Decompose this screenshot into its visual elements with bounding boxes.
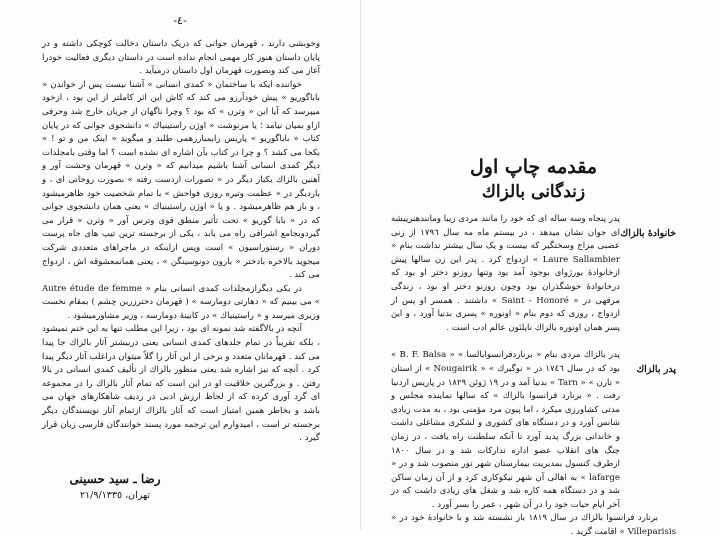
signature-place-date: تهران، ٢١/٩/١٣٣٥ xyxy=(79,490,151,501)
right-page xyxy=(360,0,720,538)
paragraph: خواننده ایکه با ساختمان « کمدی انسانی » آشنا نیست پس از خواندن « باباگوریو » پیش خودآرزو می کند که کاش این اثر کاملتر از این بود ، ازخود میپرسد که آیا این « وترن » که بود ؟ وچرا ناگهان از جریان خارج شد وحرفی ازاو بمیان نیامد ؛ یا مرنوشت « اوژن راستینیاك » دانشجوی جوانی که در پایان کتاب « باباگوریو » پاریس رابمبارزهمی طلبد و میگوید « اینک من و تو ! » بکجا می کشد ؟ و چرا در کتاب بآن اشاره ای نشده است ؟ اما وقتی بامجلدات دیگر کمدی انسانی آشنا باشیم میدانیم که « وترن » قهرمان وحشت آور و آهنین بالزاك یکبار دیگر در « تصورات ازدست رفته » بصورت روحانی ای ، و باردیگر در « عظمت وتیره روزی فواحش » با تمام شخصیت خود ظاهرمیشود ، و باز هم ظاهرمیشود . و یا « اوژن راستینیاك » یعنی همان دانشجوی جوانی که در « بابا گوریو » تحت تأثیر منطق قوی وترس آور « وترن » قرار می گیردوبجامع اشرافی راه می یابد ، یکی از برجسته ترین تیپ های جاه پرست دوران « رستوراسیون » است وپس ازاینکه در ماجراهای متعددی شرکت میجوید بالاخره بادختر « بارون دونوسینگن » ، یعنی همانمعشوقه اش ، ازدواج می کند . xyxy=(42,79,320,281)
chapter-subtitle: زندگانی بالزاك xyxy=(481,182,586,202)
section-family xyxy=(391,213,676,335)
section-father xyxy=(391,349,676,512)
section-heading: خانوادهٔ بالزاك xyxy=(620,228,676,239)
paragraph: آنچه در بالاگفته شد نمونه ای بود ، زیرا این مطلب تنها به این ختم نمیشود ، بلکه تقریباً در تمام جلدهای کمدی انسانی یعنی دربیشتر آثار بالزاك جا پیدا می کند . قهرمانان متعدد و برخی از این آثار را گلاً میتوان دراغلب آثار دیگر پیدا کرد . آنچه که نیز اشاره شد یعنی منظور بالزاك از تألیف کمدی انسانی در بالا رفتن . و بزرگترین خلاقیت او در این است که تمام آثار بالزاك را در مجموعه ای گرد آوری کرده که از لحاظ ارزش ادبی در ردیف شاهکارهای جهان می باشد و بخاطر همین امتیاز است که آثار بالزاك ازتمام آثار نویسندگان دیگر برجسته تر است ، امیدوارم این ترجمه مورد پسند خوانندگان فارسی زبان قرار گیرد . xyxy=(42,324,320,444)
paragraph: برنارد فرانسوا بالزاك در سال ۱۸۱۹ باز نشسته شد و با خانوادهٔ خود در « Villeparisis » اقامت گزید . xyxy=(391,513,676,538)
section-text: پدر پنجاه وسه ساله ای که خود را مانند مردی زیبا ومانندهنرپیشه ای جوان نشان میدهد ، در بیستم ماه مه سال ۱۷۹٦ از زنی عصبی مزاج وسختگیر که بیست و یک سال بیشتر نداشت بنام « Laure Sallambier » ازدواج کرد . پدر این زن سالها پیش ازخانوادهٔ بورژوای بوجود آمد بود وتنها روزنو دختر او بود که درخانوادهٔ خوشگذران بود وچون روزنو دختر او بود ، زندگی مرفهی در « Saint - Honoré » داشتند . همسر او پس از ازدواج ، روزی که دوم بنام « اونوره » پسری بدنیا آورد ، و این پسر همان اونوره بالزاك ناپلئون عالم ادب است . xyxy=(391,214,621,333)
section-heading: پدر بالزاك xyxy=(636,364,676,376)
paragraph: در یکی دیگرازمجلدات کمدی انسانی بنام « Autre étude de femme » می بینیم که « دهارتی دومارسه » ( قهرمان دخترزرین چشم ) بمقام نخست وزیری میرسد و « راستینیاك » در کابینهٔ دومارسه ، وزیر مشاورمیشود . xyxy=(42,283,320,321)
paragraph: وخوبشی دارند ، قهرمان جوانی که دریک داستان دخالت کوچکی داشته و در پایان داستان هنوز کار مهمی انجام نداده است در داستان دیگری فعالیت خودرا آغاز می کند وبصورت قهرمان اول داستان درمیآید . xyxy=(42,39,320,77)
left-page xyxy=(0,0,360,530)
translator-signature: رضا ـ سید حسینی xyxy=(69,472,161,486)
chapter-title: مقدمه چاپ اول xyxy=(469,156,598,178)
page-number: -٤- xyxy=(173,14,187,27)
section-text: پدر بالزاك مردی بنام « برناردفرانسوابالسا » « B. F. Balsa » بود که در سال ۱۷٤٦ در « نوگیرك » « Nougairik » از استان « تارن » « Tarn » بدنیا آمد و در ۱۹ ژوئن ۱۸۲۹ در پاریس ازدنیا رفت . « برنارد فرانسوا بالزاك » که سالها نماینده مجلس و مدتی کشاورزی میکرد ، اما پیون مرد مؤمنی بود ، به مدت زیادی شانس آورد و در دستگاه های کشوری و لشکری مشاغلی داشت و خاندانی بزرگ پدید آورد تا آنکه سلطنت راه یافت ، در زمان جنگ های انقلاب عضو اداره تدارکات شد و در سال ۱۸۰۰ ازطرف کنسول بمدیریت بیمارستان شهر تور منصوب شد و در « lafarge » به اهالی آن شهر نیکوکاری کرد و از آن زمان ساکن شد و در دستگاه همه کاره شد و شغل های زیادی داشت که در آخر ایام حیات خود را در آن شهر ، عمر را بسر آورد . xyxy=(391,350,621,510)
